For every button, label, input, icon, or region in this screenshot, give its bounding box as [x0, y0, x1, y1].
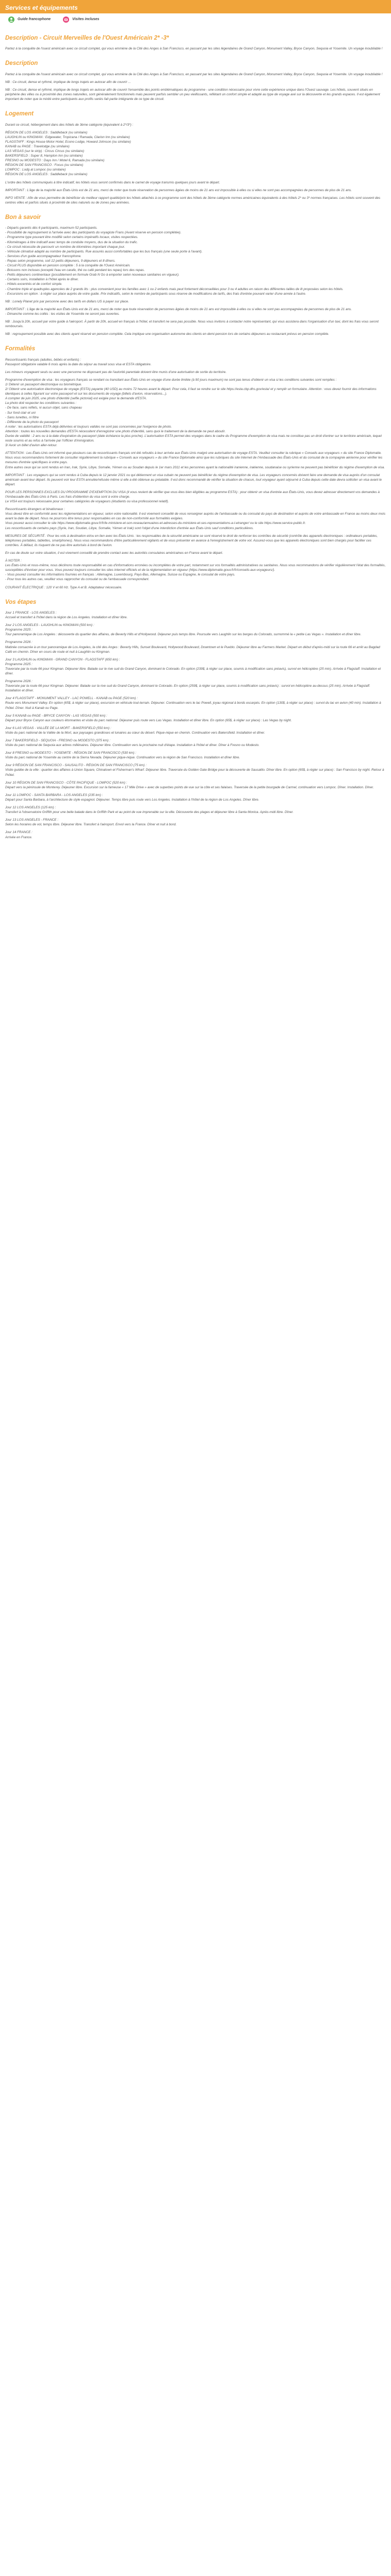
paragraph: NB : Ce circuit, dense et rythmé, implique de longs trajets en autocar afin de couvrir l'ensemble des points emblématiques du programme - une condition nécessaire pour vivre cette expérience unique dans l'Ouest sauvage. Les hôtels, souvent situés en périphérie des villes ou à proximité des zones naturelles, sont généralement fonctionnels mais peuvent parfois sembler un peu vieillissants, reflétant un confort simple et adapté au type de voyage axé sur la découverte et les grands espaces. Il est également important de noter que la mixité entre participants aux profils variés fait partie intégrante de ce type de circuit. — [5, 88, 380, 101]
paragraph: IMPORTANT : L'âge de la majorité aux États-Unis est de 21 ans, merci de noter que toute réservation de personnes âgées de moins de 21 ans est impossible à elles ou si elles ne sont pas accompagnées de personnes de plus de 21 ans. - Dimanche comme les collés : les visites de Yosemite ne seront pas ouvertes. — [5, 307, 352, 316]
paragraph: Jour 4 FLAGSTAFF - MONUMENT VALLEY - LAC POWELL - KANAB ou PAGE (520 km) : Route vers Monument Valley. En option (65$, à régler sur place), excursion en véhicule tout-terrain. Déjeuner. Continuation vers le lac Powell, joyau régional à bords escarpés. En option (130$, à régler sur place) : survol du lac en avion (40 min). Installation à l'hôtel. Dîner. Nuit à Kanab ou Page. — [5, 697, 381, 710]
badge-visites — [63, 16, 99, 23]
paragraph: L'ordre des hôtels communiqués à titre indicatif, les hôtels vous seront confirmés dans le carnet de voyage transmis quelques jours avant le départ. — [5, 180, 220, 184]
content — [0, 34, 391, 850]
paragraph: Jour 13 LOS ANGELES - FRANCE : Selon les horaires de vol, temps libre. Déjeuner libre. Transfert à l'aéroport. Envol vers la France. Dîner et nuit à bord. — [5, 818, 177, 827]
paragraph: Programme 2026 : Matinée consacrée à un tour panoramique de Los Angeles, la cité des Anges : Beverly Hills, Sunset Boulevard, Hollywood Boulevard, Downtown et le Pueblo. Déjeuner libre au Farmers Market. Départ en début d'après-midi sur la route 66 et arrêt au Bagdad Café en chemin. Dîner en cours de route et nuit à Laughlin ou Kingman. — [5, 640, 380, 654]
paragraph: Jour 1 FRANCE - LOS ANGELES : Accueil et transfert à l'hôtel dans la région de Los Angeles. Installation et dîner libre. — [5, 611, 128, 620]
section-bon-a-savoir — [5, 213, 386, 336]
section-logement — [5, 110, 386, 205]
section-vos-etapes — [5, 598, 386, 840]
paragraph: INFO VENTE : Afin de vous permettre de bénéficier du meilleur rapport qualité/prix les hôtels attachés à ce programme sont des hôtels de 3ème catégorie normes américaines équivalents à des hôtels 2* ou 3* normes françaises. Les hôtels sont souvent des centres villes et parfois situés à proximité de sites naturels ou de zones peu animées. — [5, 196, 381, 205]
guide-icon — [8, 16, 14, 23]
section-heading: Bon à savoir — [5, 214, 41, 221]
paragraph: IMPORTANT : L'âge de la majorité aux États-Unis est de 21 ans, merci de noter que toute réservation de personnes âgées de moins de 21 ans est impossible à elles ou si elles ne sont pas accompagnées de personnes de plus de 21 ans. — [5, 188, 352, 192]
paragraph: NB : regroupement possible avec des clients ayant réservé en pension complète. Cela implique une organisation autonome des clients en demi-pension lors de certains déjeuners au restaurant prévus en pension complète. — [5, 332, 330, 336]
section-heading: Description — [5, 60, 38, 67]
paragraph: Jour 14 FRANCE : Arrivée en France. — [5, 831, 32, 839]
paragraph: ATTENTION : Les États-Unis ont informé que plusieurs cas de ressortissants français ont été refoulés à leur arrivée aux États-Unis malgré une autorisation de voyage ESTA. Veuillez consulter la rubrique « Conseils aux voyageurs » du site France Diplomatie. Nous vous recommandons fortement de consulter régulièrement la rubrique « Conseils aux voyageurs » du site France Diplomatie ainsi que les rubriques du site Internet de l'Ambassade des États-Unis et du consulat de la compagnie aérienne pour vérifier les mesures d'entrée spécifiques à votre pays. Entre autres ceux qui se sont rendus en Iran, Irak, Syrie, Libye, Somalie, Yémen ou au Soudan depuis le 1er mars 2011 et les personnes ayant la nationalité iranienne, irakienne, soudanaise ou syrienne ne peuvent pas bénéficier du régime d'exemption de visa. — [5, 451, 385, 469]
paragraph: Jour 11 LOMPOC - SANTA BARBARA - LOS ANGELES (235 km) : Départ pour Santa Barbara, à l'architecture de style espagnol. Déjeuner. Temps libre puis route vers Los Angeles. Installation à l'hôtel de la région de Los Angeles. Dîner libre. — [5, 793, 259, 802]
paragraph: Durant ce circuit, hébergement dans des hôtels de 3ème catégorie (équivalent à 2*/3*) : — [5, 123, 134, 127]
banner-title: Services et équipements — [5, 4, 78, 11]
section-heading: Formalités — [5, 346, 36, 352]
section-description — [5, 59, 386, 101]
badges-row — [0, 13, 391, 26]
badge-visites-label: Visites incluses — [72, 18, 100, 22]
visites-icon — [63, 16, 69, 23]
paragraph: Programme 2026 : Traversée par la route 66 pour Kingman. Déjeuner. Balade sur la rive sud du Grand Canyon, dominant le Colorado. En option (259$, à régler sur place, soumis à modification sans préavis) : survol en hélicoptère au-dessus (25 min). Arrivée à Flagstaff. Installation et dîner. — [5, 680, 370, 693]
paragraph: Jour 12 LOS ANGELES (125 km) : Transfert à l'observatoire Griffith pour une belle balade dans le Griffith Park et au point de vue imprenable sur la ville. Découverte des plages et déjeuner libre à Santa Monica. Après-midi libre. Dîner. — [5, 806, 294, 815]
section-description-circuit — [5, 34, 386, 51]
paragraph: À NOTER : Les États-Unis et nous-même, nous déclinons toute responsabilité en cas d'informations erronées ou incomplètes de votre part, notamment sur vos formalités administratives ou sanitaires. Nous vous recommandons de vérifier régulièrement l'état des formalités, susceptibles d'évoluer pour vous. Vous pouvez toujours consulter les sites internet officiels et de la réglementation en vigueur (https://www.diplomatie.gouv.fr/fr/conseils-aux-voyageurs/). - Vous pouvez consulter les informations fournies en français : Allemagne, Luxembourg, Pays-Bas, Allemagne, Suisse ou Espagne, le consulat de votre pays. - Pour tous les autres cas, veuillez vous rapprocher du consulat ou de l'ambassade correspondant. — [5, 559, 386, 582]
paragraph: COURANT ÉLECTRIQUE : 120 V et 60 Hz. Type A et B. Adaptateur nécessaire. — [5, 585, 122, 589]
paragraph: Ressortissants étrangers et binationaux : Vous devez être en conformité avec les réglementations en vigueur, selon votre nationalité. Il est vivement conseillé de vous renseigner auprès de l'ambassade ou du consulat du pays de destination et auprès de votre ambassade en France au moins deux mois avant la date de départ. Nous ne pourrons être tenus pour responsables en cas de non-conformité aux formalités exigées. Vous pouvez aussi consulter le site https://www.diplomatie.gouv.fr/fr/le-ministere-et-son-reseau/annuaires-et-adresses-du-ministere-et-ses-representations-a-l-etranger/ ou le site https://www.service-public.fr. Les ressortissants de certains pays (Syrie, Iran, Soudan, Libye, Somalie, Yémen et Irak) sont l'objet d'une interdiction d'entrée aux États-Unis sauf conditions particulières. — [5, 507, 386, 530]
paragraph: POUR LES PERSONNES EXCLUES DU PROGRAMME D'EXEMPTION DU VISA (il vous revient de vérifier que vous êtes bien éligibles au programme ESTA) : pour obtenir un visa d'entrée aux États-Unis, vous devez adresser directement vos demandes à l'Ambassade des États-Unis à Paris. Les frais d'obtention du visa sont à votre charge. Le VISA est toujours nécessaire pour certaines catégories de voyageurs (étudiants ou visa professionnel relatif). — [5, 490, 380, 504]
paragraph: NB : Lonely Planet prix par personne avec des tarifs en dollars US à payer sur place. — [5, 299, 129, 303]
paragraph: Jour 9 RÉGION DE SAN FRANCISCO - SAUSALITO - RÉGION DE SAN FRANCISCO (75 km) : Visite guidée de la ville : quartier des affaires à Union Square, Chinatown et Fisherman's Wharf. Déjeuner libre. Traversée du Golden Gate Bridge pour la découverte de Sausalito. Dîner libre. En option (65$, à régler sur place) : San Francisco by night. Retour à l'hôtel. — [5, 764, 384, 777]
badge-guide-label: Guide francophone — [18, 18, 51, 22]
section-formalites — [5, 345, 386, 589]
paragraph: - Départs garantis dès 6 participants, maximum 52 participants. - Possibilité de regroupement à l'arrivée avec des participants du voyagiste Frans (Avant réserve en pension complétée). - Programme type pouvant être modifié selon certains impératifs locaux, visites respectées. - Kilométrages à titre indicatif avec temps de conduite moyens, dus de la situation du trafic. - Ce circuit nécessite de parcourir un nombre de kilomètres important chaque jour. - Véhicule climatisé adapté au nombre de participants. Rue assurés aussi comfortables que les bus français (une seule porte à l'avant). - Services d'un guide accompagnateur francophone. - Repas selon programme, soit 12 petits déjeuners, 9 déjeuners et 8 dîners. - Circuit PLUS disponible en pension complète : 5 à la conquête de l'Ouest Américain. - Boissons non incluses (excepté l'eau en carafe, thé ou café pendant les repas) lors des repas. - Petits déjeuners continentaux (possiblement en formule Grab N Go à emporter selon nouveaux sanitaires en vigueur). - Certains soirs, installation à l'hôtel après le dîner. - Hôtels excentrés et de confort simple. - Chambre triple et quadruples agencées de 2 grands lits : plus convenient pour les familles avec 1 ou 2 enfants mais peut fortement déconseillées pour 3 ou 4 adultes en raison des différentes tailles de lit proposées selon les hôtels. - Excursions en option : à régler sur place auprès de votre guide. Prix indicatifs, selon le nombre de participants sous réserve de modifications de tarifs, des frais d'entrée pouvant varier d'une année à l'autre. — [5, 226, 344, 296]
paragraph: Jour 8 FRESNO ou MODESTO - YOSEMITE - RÉGION DE SAN FRANCISCO (530 km) : Visite du parc national de Yosemite au centre de la Sierra Nevada. Déjeuner pique-nique. Continuation vers la région de San Francisco. Installation et dîner libre. — [5, 751, 240, 760]
paragraph: Jour 6 LAS VEGAS - VALLÉE DE LA MORT - BAKERSFIELD (550 km) : Visite du parc national de la Vallée de la Mort, aux paysages grandioses et lunaires au cœur du désert. Pique-nique en chemin. Continuation vers Bakersfield. Installation et dîner. — [5, 726, 265, 735]
paragraph: RÉGION DE LOS ANGELES : Saddleback (ou similaire) LAUGHLIN ou KINGMAN : Edgewater, Tropicana / Ramada, Clarion Inn (ou similaire) FLAGSTAFF : Kings House Motor Hotel, Econo Lodge, Howard Johnson (ou similaire) KANAB ou PAGE : Travelodge (ou similaire) LAS VEGAS (sur le strip) : Circus Circus (ou similaire) BAKERSFIELD : Super 8, Hampton Inn (ou similaire) FRESNO ou MODESTO : Days Inn / Motel 6, Ramada (ou similaire) RÉGION DE SAN FRANCISCO : Focus (ou similaire) LOMPOC : Lodg at Lompoc (ou similaire) RÉGION DE LOS ANGELES : Saddleback (ou similaire) — [5, 130, 131, 177]
paragraph: Jour 7 BAKERSFIELD - SEQUOIA - FRESNO ou MODESTO (375 km) : Visite du parc national de Sequoia aux arbres millénaires. Déjeuner libre. Continuation vers la prochaine nuit d'étape. Installation à l'hôtel et dîner. Dîner à Fresno ou Modesto. — [5, 739, 260, 748]
paragraph: MESURES DE SÉCURITÉ : Pour les vols à destination et/ou en lien avec les États-Unis : les responsables de la sécurité américaine se sont réservé le droit de renforcer les contrôles de sécurité (contrôle des appareils électroniques : ordinateurs portables, téléphones portables, tablettes, smartphones). Nous vous recommandons d'être particulièrement vigilants et de vous présenter en avance à l'enregistrement de votre vol. Assurez-vous que les appareils électroniques sont bien chargés pour faciliter ces contrôles. À défaut, ils risquent de ne pas être autorisés à bord de l'avion. — [5, 534, 378, 547]
paragraph: Jour 2 LOS ANGELES - LAUGHLIN ou KINGMAN (500 km) : Programme 2025 : Tour panoramique de Los Angeles : découverte du quartier des affaires, de Beverly Hills et d'Hollywood. Déjeuner puis temps libre. Poursuite vers Laughlin sur les berges du Colorado, surnommé la « petite Las Vegas ». Installation et dîner libre. — [5, 623, 362, 637]
paragraph: En cas de doute sur votre situation, il est vivement conseillé de prendre contact avec les autorités consulaires américaines en France avant le départ. — [5, 551, 223, 555]
paragraph: IMPORTANT : Les voyageurs qui se sont rendus à Cuba depuis le 12 janvier 2021 ou qui détiennent un visa cubain ne peuvent pas bénéficier du régime d'exemption de visa. Les voyageurs concernés doivent faire une demande de visa auprès d'un consulat américain avant leur départ. Ils peuvent voir leur ESTA annulée/refusée même si elle a été obtenue au préalable. Il est donc recommandé de vérifier la situation de chacun, tout voyageur ayant séjourné à Cuba depuis cette date devra solliciter un visa avant le départ. — [5, 473, 382, 486]
paragraph: Les mineurs voyageant seuls ou avec une personne ne disposant pas de l'autorité parentale doivent être munis d'une autorisation de sortie du territoire. — [5, 370, 227, 374]
paragraph: Partez à la conquête de l'ouest américain avec ce circuit complet, qui vous emmène de la Cité des Anges à San Francisco, en passant par les sites légendaires de Grand Canyon, Monument Valley, Bryce Canyon, Sequoia et Yosemite. Un voyage inoubliable ! — [5, 72, 383, 76]
badge-guide — [8, 16, 51, 23]
paragraph: Ressortissants français (adultes, bébés et enfants) : Passeport obligatoire valable 6 mois après la date du séjour au travail sous visa et ESTA obligatoire. — [5, 358, 152, 366]
section-heading: Vos étapes — [5, 599, 37, 605]
section-heading: Description - Circuit Merveilles de l'Ouest Américain 2* -3* — [5, 35, 169, 41]
paragraph: Jour 3 LAUGHLIN ou KINGMAN - GRAND CANYON - FLAGSTAFF (650 km) : Programme 2025 : Traversée par la route 66 pour Kingman. Déjeuner libre. Balade sur le rive sud du Grand Canyon, dominant le Colorado. En option (239$, à régler sur place, soumis à modification sans préavis), survol en hélicoptère (25 min). Arrivée à Flagstaff. Installation et dîner. — [5, 657, 381, 675]
paragraph: Programme d'exemption de visa : les voyageurs français se rendant ou transitant aux États-Unis en voyage d'une durée limitée (à 90 jours maximum) ne sont pas tenus d'obtenir un visa si les conditions suivantes sont remplies : 1/ Détenir un passeport électronique ou biométrique. 2/ Obtenir une autorisation électronique de voyage (ESTA) payante (40 USD) au moins 72 heures avant le départ. Pour cela, il faut se rendre sur le site https://esta.cbp.dhs.gov/esta/ et y remplir un formulaire. Attention : vous devez fournir des informations identiques à celles figurant sur votre passeport et sur les documents de voyage (billets d'avion, réservations...). A compter de juin 2025, une photo d'identité (selfie pictorial) est exigée pour la demande d'ESTA. La photo doit respecter les conditions suivantes : - De face, sans reflets, ni aucun objet, sans chapeau - Sur fond clair et uni - Sans lunettes, ni filtre - Différente de la photo du passeport A noter : les autorisations ESTA déjà délivrées et toujours valides ne sont pas concernées par l'exigence de photo. Attention : toutes les nouvelles demandes d'ESTA nécessitent d'enregistrer une photo d'identité, sans quoi le traitement de la demande ne peut aboutir. Durée de validité : 2 ans ou à la date d'expiration du passeport (date échéance la plus proche). L'autorisation ESTA permet des voyages dans le cadre du Programme d'exemption de visa mais ne constitue pas un droit d'entrer sur le territoire américain, lequel reste soumis et au refus à l'arrivée par l'officier d'immigration. 3/ Avoir un billet d'avion aller-retour. — [5, 378, 382, 448]
services-banner — [0, 0, 391, 13]
paragraph: Partez à la conquête de l'ouest américain avec ce circuit complet, qui vous emmène de la Cité des Anges à San Francisco, en passant par les sites légendaires de Grand Canyon, Monument Valley, Bryce Canyon, Sequoia et Yosemite. Un voyage inoubliable ! — [5, 47, 383, 51]
section-heading: Logement — [5, 111, 34, 117]
paragraph: NB : Ce circuit, dense et rythmé, implique de longs trajets en autocar afin de couvrir ... — [5, 80, 131, 84]
paragraph: Jour 10 RÉGION DE SAN FRANCISCO - CÔTE PACIFIQUE - LOMPOC (520 km) : Départ vers la péninsule de Monterey. Déjeuner libre. Excursion sur la fameuse « 17 Mile Drive » avec de superbes points de vue sur la côte et ses falaises. Traversée de la petite bourgade de Carmel, continuation vers Lompoc. Dîner. Installation. Dîner. — [5, 781, 374, 789]
paragraph: Jour 5 KANAB ou PAGE - BRYCE CANYON - LAS VEGAS (500 km) : Départ pour Bryce Canyon aux couleurs étonnantes et visite du parc national. Déjeuner puis route vers Las Vegas. Installation et dîner libre. En option (65$, à régler sur place) : Las Vegas by night. — [5, 714, 292, 722]
paragraph: NB : Jusqu'à 20h, accueil par votre guide à l'aéroport. À partir de 20h, accueil en français à l'hôtel, et transfert ne sera pas possible. Nous vous invitons à contacter notre représentant, qui vous assistera dans l'organisation d'un taxi, dont les frais vous seront remboursés. — [5, 319, 379, 329]
